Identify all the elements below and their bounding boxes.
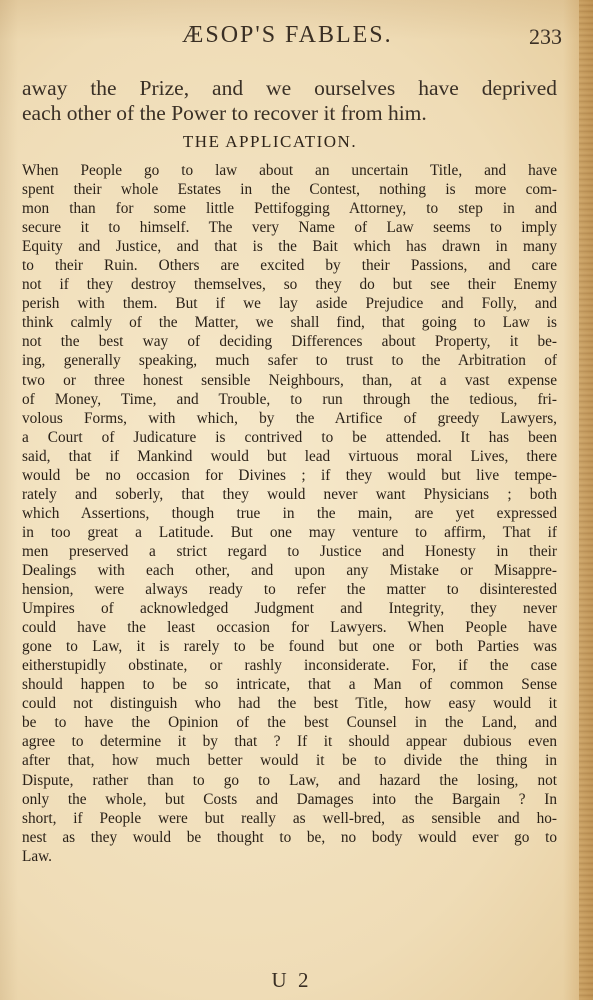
continuation-line: away the Prize, and we ourselves have deprived bbox=[22, 76, 557, 100]
running-head-title: ÆSOP'S FABLES. bbox=[182, 22, 393, 48]
text-line: in too great a Latitude. But one may venture to affirm, That if bbox=[22, 523, 557, 541]
text-line: rately and soberly, that they would never want Physicians ; both bbox=[22, 485, 557, 503]
text-line: volous Forms, with which, by the Artifice of greedy Lawyers, bbox=[22, 409, 557, 427]
text-line: should happen to be so intricate, that a Man of common Sense bbox=[22, 676, 557, 694]
text-line: nest as they would be thought to be, no body would ever go to bbox=[22, 828, 557, 846]
text-line: which Assertions, though true in the main, are yet expressed bbox=[22, 504, 557, 522]
text-line: Umpires of acknowledged Judgment and Integrity, they never bbox=[22, 600, 557, 618]
text-line: spent their whole Estates in the Contest, nothing is more com- bbox=[22, 181, 557, 199]
text-line: of Money, Time, and Trouble, to run through the tedious, fri- bbox=[22, 390, 557, 408]
text-line: hension, were always ready to refer the matter to disinterested bbox=[22, 581, 557, 599]
text-line: could not distinguish who had the best Title, how easy would it bbox=[22, 695, 557, 713]
text-line: only the whole, but Costs and Damages into the Bargain ? In bbox=[22, 790, 557, 808]
text-line: said, that if Mankind would but lead virtuous moral Lives, there bbox=[22, 447, 557, 465]
text-line: would be no occasion for Divines ; if they would but live tempe- bbox=[22, 466, 557, 484]
section-heading: THE APPLICATION. bbox=[182, 132, 358, 151]
text-line: after that, how much better would it be to divide the thing in bbox=[22, 752, 557, 770]
text-line: secure it to himself. The very Name of Law seems to imply bbox=[22, 219, 557, 237]
running-head bbox=[22, 22, 562, 52]
text-line: not if they destroy themselves, so they do but see their Enemy bbox=[22, 276, 557, 294]
signature-mark bbox=[0, 968, 593, 993]
text-line: Dealings with each other, and upon any Mistake or Misappre- bbox=[22, 561, 557, 579]
text-line: perish with them. But if we lay aside Prejudice and Folly, and bbox=[22, 295, 557, 313]
text-line: ing, generally speaking, much safer to trust to the Arbitration of bbox=[22, 352, 557, 370]
text-line: mon than for some little Pettifogging Attorney, to step in and bbox=[22, 200, 557, 218]
fable-continuation bbox=[22, 76, 557, 126]
text-line: to their Ruin. Others are excited by their Passions, and care bbox=[22, 257, 557, 275]
text-line: Dispute, rather than to go to Law, and hazard the losing, not bbox=[22, 771, 557, 789]
application-text bbox=[22, 161, 557, 866]
text-line: eitherstupidly obstinate, or rashly inconsiderate. For, if the case bbox=[22, 657, 557, 675]
page-number: 233 bbox=[529, 24, 562, 49]
text-line: When People go to law about an uncertain Title, and have bbox=[22, 162, 557, 179]
text-line: think calmly of the Matter, we shall find, that going to Law is bbox=[22, 314, 557, 332]
page-edge bbox=[579, 0, 593, 1000]
text-line: Equity and Justice, and that is the Bait which has drawn in many bbox=[22, 238, 557, 256]
text-line: Law. bbox=[22, 847, 53, 865]
text-line: men preserved a strict regard to Justice and Honesty in their bbox=[22, 542, 557, 560]
signature-mark-text: U 2 bbox=[271, 968, 312, 992]
continuation-line: each other of the Power to recover it from him. bbox=[22, 101, 427, 125]
text-line: a Court of Judicature is contrived to be attended. It has been bbox=[22, 428, 557, 446]
text-line: short, if People were but really as well-bred, as sensible and ho- bbox=[22, 809, 557, 827]
text-line: not the best way of deciding Differences about Property, it be- bbox=[22, 333, 557, 351]
text-line: agree to determine it by that ? If it should appear dubious even bbox=[22, 733, 557, 751]
text-line: could have the least occasion for Lawyers. When People have bbox=[22, 619, 557, 637]
text-line: two or three honest sensible Neighbours, than, at a vast expense bbox=[22, 371, 557, 389]
text-line: be to have the Opinion of the best Counsel in the Land, and bbox=[22, 714, 557, 732]
text-line: gone to Law, it is rarely to be found but one or both Parties was bbox=[22, 638, 557, 656]
